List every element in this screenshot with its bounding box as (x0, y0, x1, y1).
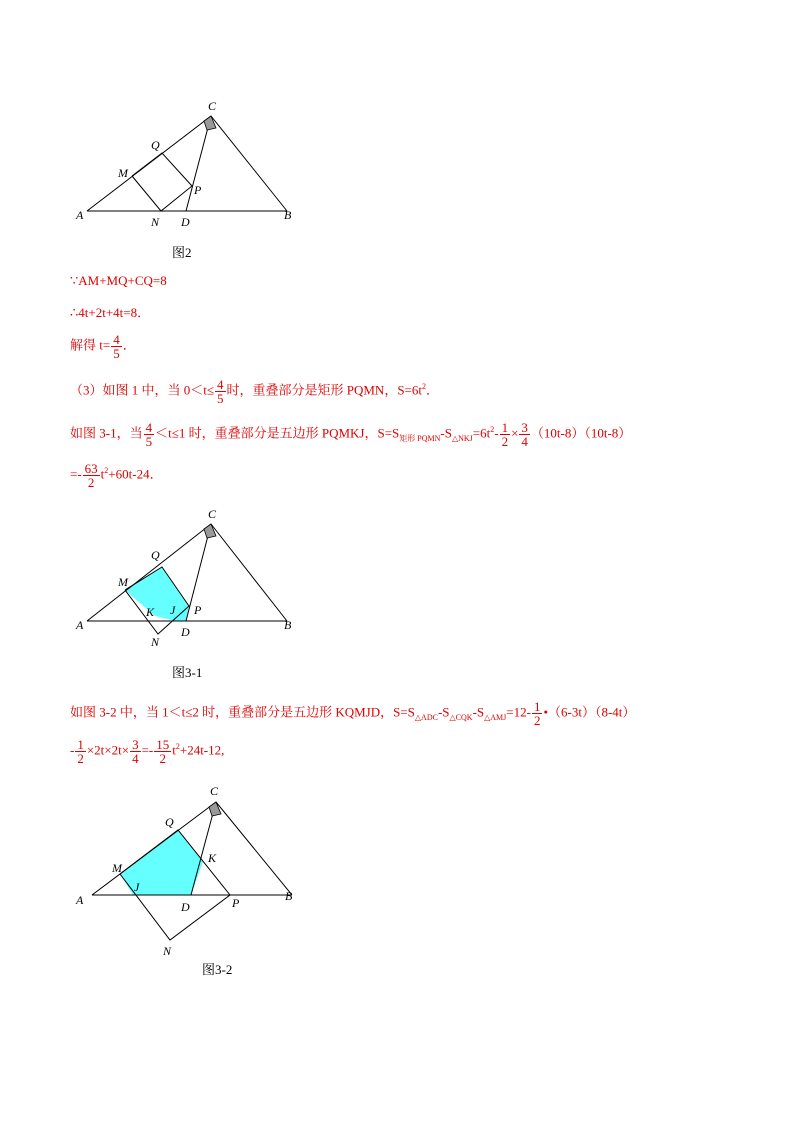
figure-3-2-caption: 图3-2 (202, 962, 233, 977)
label-P: P (232, 896, 240, 910)
text-line-1: ∵AM+MQ+CQ=8 (70, 273, 167, 288)
figure-2-caption: 图2 (172, 245, 192, 260)
fraction: $\frac{3}{4}$ (521, 420, 528, 449)
text-line-2: ∴4t+2t+4t=8． (70, 305, 151, 320)
label-Q: Q (151, 548, 160, 562)
fraction: $\frac{4}{5}$ (113, 332, 120, 361)
fraction: $\frac{15}{2}$ (156, 737, 170, 766)
label-A: A (76, 893, 84, 907)
figure-2-diagram (0, 0, 793, 240)
label-A: A (76, 208, 84, 222)
text-line-6: =- $\frac{63}{2}$ $t^2+60t-24$． (70, 461, 163, 490)
text-line-3: 解得 t= $\frac{4}{5}$ ． (70, 332, 136, 361)
label-C: C (208, 507, 217, 521)
text-line-7: 如图 3-2 中，当 1＜t≤2 时，重叠部分是五边形 KQMJD，$S=S_{\triangle ADC}-S_{\triangle CQK}-S_{\triangle AMJ}=12-$ $\frac{1}{2}$ •（6-3t）（8-4t） (70, 699, 636, 728)
text-line-4: （3）如图 1 中，当 0＜t≤ $\frac{4}{5}$ 时，重叠部分是矩形 PQMN，$S=6t^2$． (70, 377, 440, 406)
text-line-5: 如图 3-1，当 $\frac{4}{5}$ ＜t≤1 时，重叠部分是五边形 PQMKJ，$S=S_{矩形 PQMN}-S_{\triangle NKJ}=6t^2-$ $\frac{1}{2}$ × $\frac{3}{4}$ （10t-8）（10t-8） (70, 420, 632, 449)
label-M: M (118, 575, 128, 589)
label-A: A (76, 618, 84, 632)
fraction: $\frac{63}{2}$ (84, 461, 98, 490)
label-D: D (181, 625, 190, 639)
label-B: B (284, 618, 292, 632)
fraction: $\frac{1}{2}$ (77, 737, 84, 766)
label-C: C (210, 784, 219, 798)
label-K: K (208, 851, 217, 865)
fraction: $\frac{4}{5}$ (217, 377, 224, 406)
label-D: D (181, 215, 190, 229)
label-N: N (151, 215, 160, 229)
figure-3-2-diagram (0, 780, 793, 960)
fraction: $\frac{4}{5}$ (145, 420, 153, 449)
label-D: D (181, 900, 190, 914)
label-Q: Q (151, 138, 160, 152)
label-M: M (118, 166, 128, 180)
label-J: J (170, 603, 176, 617)
fraction: $\frac{1}{2}$ (533, 699, 541, 728)
label-N: N (151, 635, 160, 649)
label-J: J (134, 880, 140, 894)
figure-3-1-diagram (0, 500, 793, 660)
label-B: B (285, 889, 293, 903)
label-P: P (194, 603, 202, 617)
label-N: N (163, 944, 172, 958)
label-B: B (284, 208, 292, 222)
label-P: P (194, 183, 202, 197)
fraction: $\frac{1}{2}$ (501, 420, 509, 449)
label-K: K (146, 605, 155, 619)
label-C: C (208, 99, 217, 113)
text-line-8: - $\frac{1}{2}$ ×2t×2t× $\frac{3}{4}$ =- $\frac{15}{2}$ $t^2+24t-12$, (70, 737, 225, 766)
figure-3-1-caption: 图3-1 (172, 665, 203, 680)
label-M: M (112, 861, 122, 875)
label-Q: Q (165, 815, 174, 829)
fraction: $\frac{3}{4}$ (132, 737, 139, 766)
